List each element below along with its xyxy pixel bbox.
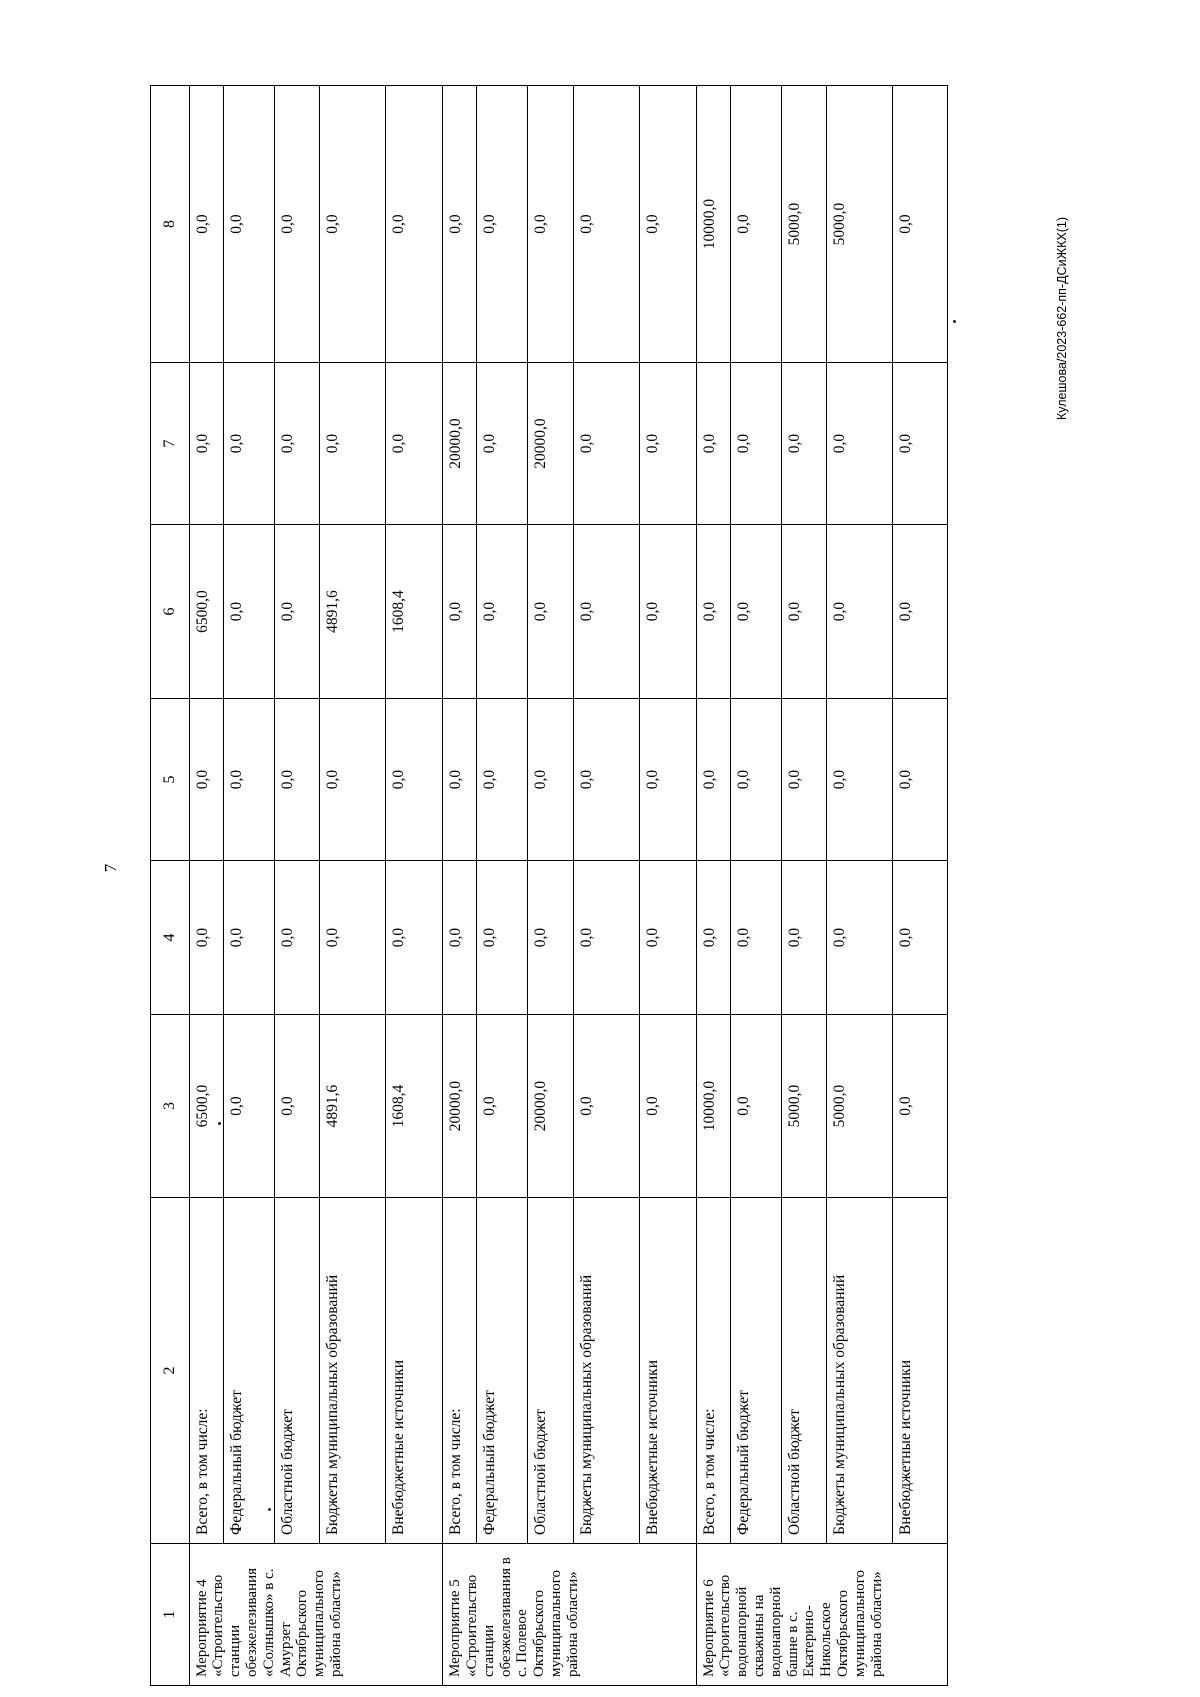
table-row xyxy=(893,86,948,1686)
amount-cell: 20000,0 xyxy=(528,363,573,525)
amount-cell: 4891,6 xyxy=(320,1015,386,1198)
amount-cell: 5000,0 xyxy=(827,1015,893,1198)
column-header: 8 xyxy=(151,86,190,363)
amount-cell: 0,0 xyxy=(477,525,528,699)
amount-cell: 0,0 xyxy=(730,1015,781,1198)
amount-cell: 0,0 xyxy=(639,861,696,1015)
amount-cell: 0,0 xyxy=(528,861,573,1015)
amount-cell: 0,0 xyxy=(274,86,319,363)
funding-source-cell: Федеральный бюджет xyxy=(223,1198,274,1544)
amount-cell: 0,0 xyxy=(730,699,781,861)
amount-cell: 0,0 xyxy=(274,699,319,861)
amount-cell: 20000,0 xyxy=(528,1015,573,1198)
funding-source-cell: Всего, в том числе: xyxy=(443,1198,477,1544)
amount-cell: 0,0 xyxy=(223,86,274,363)
amount-cell: 0,0 xyxy=(893,86,948,363)
funding-source-cell: Бюджеты муниципальных образований xyxy=(827,1198,893,1544)
amount-cell: 0,0 xyxy=(274,861,319,1015)
amount-cell: 0,0 xyxy=(639,363,696,525)
scan-speck xyxy=(953,320,956,323)
amount-cell: 0,0 xyxy=(320,861,386,1015)
amount-cell: 0,0 xyxy=(320,699,386,861)
amount-cell: 0,0 xyxy=(827,861,893,1015)
amount-cell: 0,0 xyxy=(443,86,477,363)
amount-cell: 0,0 xyxy=(528,86,573,363)
header-row xyxy=(151,86,190,1686)
table-row xyxy=(639,86,696,1686)
amount-cell: 0,0 xyxy=(443,861,477,1015)
funding-source-cell: Федеральный бюджет xyxy=(477,1198,528,1544)
table-row xyxy=(477,86,528,1686)
amount-cell: 0,0 xyxy=(443,699,477,861)
column-header: 2 xyxy=(151,1198,190,1544)
amount-cell: 0,0 xyxy=(274,1015,319,1198)
amount-cell: 0,0 xyxy=(639,525,696,699)
table-row xyxy=(189,86,223,1686)
amount-cell: 0,0 xyxy=(573,86,639,363)
amount-cell: 6500,0 xyxy=(189,525,223,699)
amount-cell: 10000,0 xyxy=(696,86,730,363)
budget-table xyxy=(150,85,948,1686)
amount-cell: 0,0 xyxy=(781,699,826,861)
amount-cell: 0,0 xyxy=(696,525,730,699)
table-row xyxy=(696,86,730,1686)
amount-cell: 0,0 xyxy=(189,86,223,363)
budget-table-body xyxy=(151,86,948,1686)
page-number: 7 xyxy=(101,863,120,873)
table-row xyxy=(730,86,781,1686)
table-row xyxy=(528,86,573,1686)
amount-cell: 0,0 xyxy=(827,699,893,861)
measure-name-cell: Мероприятие 6 «Строительство водонапорной скважины на водонапорной башне в с. Екатерино-Никольское Октябрьского муниципального района области» xyxy=(696,1544,947,1686)
amount-cell: 0,0 xyxy=(189,861,223,1015)
amount-cell: 0,0 xyxy=(827,525,893,699)
table-row xyxy=(827,86,893,1686)
amount-cell: 0,0 xyxy=(274,525,319,699)
amount-cell: 0,0 xyxy=(189,699,223,861)
amount-cell: 0,0 xyxy=(223,861,274,1015)
amount-cell: 0,0 xyxy=(223,525,274,699)
amount-cell: 5000,0 xyxy=(781,86,826,363)
amount-cell: 0,0 xyxy=(827,363,893,525)
funding-source-cell: Областной бюджет xyxy=(274,1198,319,1544)
amount-cell: 0,0 xyxy=(696,861,730,1015)
amount-cell: 0,0 xyxy=(781,861,826,1015)
column-header: 7 xyxy=(151,363,190,525)
amount-cell: 0,0 xyxy=(443,525,477,699)
amount-cell: 0,0 xyxy=(223,363,274,525)
amount-cell: 6500,0 xyxy=(189,1015,223,1198)
amount-cell: 0,0 xyxy=(573,363,639,525)
table-row xyxy=(320,86,386,1686)
amount-cell: 0,0 xyxy=(639,86,696,363)
amount-cell: 0,0 xyxy=(730,363,781,525)
amount-cell: 1608,4 xyxy=(386,1015,443,1198)
amount-cell: 0,0 xyxy=(893,699,948,861)
amount-cell: 0,0 xyxy=(893,525,948,699)
table-row xyxy=(573,86,639,1686)
amount-cell: 0,0 xyxy=(477,1015,528,1198)
amount-cell: 0,0 xyxy=(781,363,826,525)
amount-cell: 0,0 xyxy=(696,699,730,861)
amount-cell: 20000,0 xyxy=(443,1015,477,1198)
funding-source-cell: Всего, в том числе: xyxy=(696,1198,730,1544)
amount-cell: 0,0 xyxy=(730,525,781,699)
column-header: 5 xyxy=(151,699,190,861)
column-header: 1 xyxy=(151,1544,190,1686)
amount-cell: 0,0 xyxy=(386,861,443,1015)
amount-cell: 0,0 xyxy=(573,699,639,861)
funding-source-cell: Внебюджетные источники xyxy=(639,1198,696,1544)
amount-cell: 0,0 xyxy=(386,363,443,525)
amount-cell: 10000,0 xyxy=(696,1015,730,1198)
amount-cell: 0,0 xyxy=(320,363,386,525)
amount-cell: 0,0 xyxy=(730,861,781,1015)
funding-source-cell: Всего, в том числе: xyxy=(189,1198,223,1544)
amount-cell: 0,0 xyxy=(528,699,573,861)
amount-cell: 0,0 xyxy=(223,699,274,861)
amount-cell: 0,0 xyxy=(274,363,319,525)
amount-cell: 0,0 xyxy=(730,86,781,363)
funding-source-cell: Внебюджетные источники xyxy=(386,1198,443,1544)
funding-source-cell: Областной бюджет xyxy=(528,1198,573,1544)
amount-cell: 5000,0 xyxy=(827,86,893,363)
table-row xyxy=(274,86,319,1686)
column-header: 6 xyxy=(151,525,190,699)
measure-name-cell: Мероприятие 5 «Строительство станции обезжелезивания в с. Полевое Октябрьского муниципального района области» xyxy=(443,1544,697,1686)
amount-cell: 0,0 xyxy=(696,363,730,525)
amount-cell: 0,0 xyxy=(528,525,573,699)
amount-cell: 0,0 xyxy=(477,861,528,1015)
amount-cell: 0,0 xyxy=(477,363,528,525)
amount-cell: 0,0 xyxy=(573,525,639,699)
measure-name-cell: Мероприятие 4 «Строительство станции обезжелезивания «Солнышко» в с. Амурзет Октябрьского муниципального района области» xyxy=(189,1544,443,1686)
amount-cell: 0,0 xyxy=(781,525,826,699)
amount-cell: 0,0 xyxy=(893,363,948,525)
amount-cell: 0,0 xyxy=(477,86,528,363)
amount-cell: 0,0 xyxy=(639,1015,696,1198)
table-row xyxy=(781,86,826,1686)
amount-cell: 0,0 xyxy=(386,699,443,861)
amount-cell: 0,0 xyxy=(893,861,948,1015)
amount-cell: 5000,0 xyxy=(781,1015,826,1198)
funding-source-cell: Федеральный бюджет xyxy=(730,1198,781,1544)
amount-cell: 0,0 xyxy=(893,1015,948,1198)
table-row xyxy=(386,86,443,1686)
amount-cell: 0,0 xyxy=(477,699,528,861)
amount-cell: 0,0 xyxy=(386,86,443,363)
funding-source-cell: Внебюджетные источники xyxy=(893,1198,948,1544)
amount-cell: 0,0 xyxy=(320,86,386,363)
amount-cell: 4891,6 xyxy=(320,525,386,699)
amount-cell: 20000,0 xyxy=(443,363,477,525)
document-code: Кулешова/2023-662-пп-ДСиЖКХ(1) xyxy=(1055,216,1069,420)
amount-cell: 0,0 xyxy=(223,1015,274,1198)
table-row xyxy=(223,86,274,1686)
funding-source-cell: Областной бюджет xyxy=(781,1198,826,1544)
budget-table-container xyxy=(150,86,948,1686)
amount-cell: 0,0 xyxy=(189,363,223,525)
column-header: 4 xyxy=(151,861,190,1015)
table-row xyxy=(443,86,477,1686)
column-header: 3 xyxy=(151,1015,190,1198)
funding-source-cell: Бюджеты муниципальных образований xyxy=(573,1198,639,1544)
amount-cell: 0,0 xyxy=(573,1015,639,1198)
amount-cell: 1608,4 xyxy=(386,525,443,699)
amount-cell: 0,0 xyxy=(639,699,696,861)
funding-source-cell: Бюджеты муниципальных образований xyxy=(320,1198,386,1544)
amount-cell: 0,0 xyxy=(573,861,639,1015)
